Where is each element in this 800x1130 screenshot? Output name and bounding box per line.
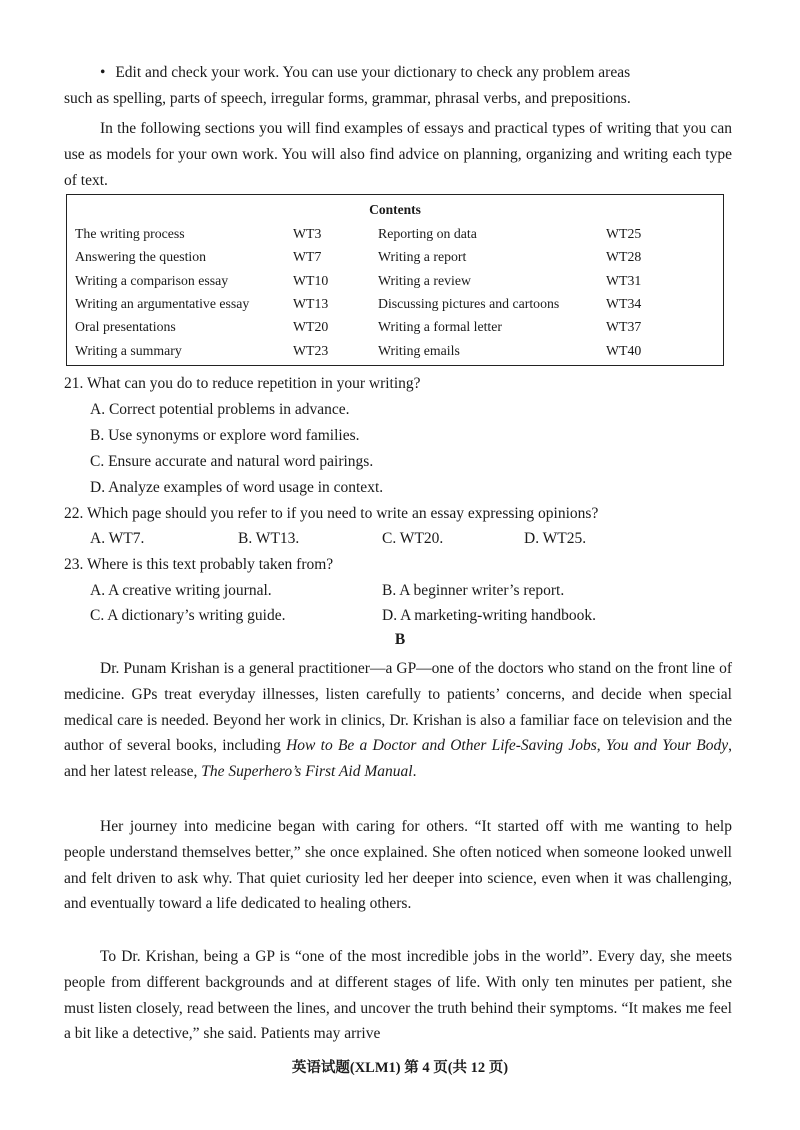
question-21-stem: 21. What can you do to reduce repetition in your writing? [64,375,421,392]
contents-right-page: WT40 [606,343,642,358]
contents-row [67,319,723,342]
question-22-stem: 22. Which page should you refer to if you need to write an essay expressing opinions? [64,505,599,522]
question-22-option-c[interactable]: C. WT20. [382,530,444,547]
intro-bullet-line [100,64,630,82]
section-b-heading: B [394,631,406,648]
contents-right-item: Reporting on data [378,226,477,241]
contents-left-item: Writing a comparison essay [75,273,229,288]
question-21-option-c[interactable]: C. Ensure accurate and natural word pairings. [90,453,374,470]
contents-right-item: Writing a review [378,273,471,288]
contents-right-page: WT31 [606,273,642,288]
contents-row [67,226,723,249]
intro-line-2: such as spelling, parts of speech, irregular forms, grammar, phrasal verbs, and prepositions. [64,90,631,107]
contents-right-page: WT25 [606,226,642,241]
contents-left-page: WT10 [293,273,329,288]
section-b-paragraph-1 [64,656,732,785]
contents-row [67,273,723,296]
question-21-option-b[interactable]: B. Use synonyms or explore word families. [90,427,360,444]
contents-row [67,249,723,272]
contents-right-page: WT37 [606,319,642,334]
contents-left-page: WT13 [293,296,329,311]
contents-left-item: Oral presentations [75,319,176,334]
intro-line-1: Edit and check your work. You can use your dictionary to check any problem areas [115,64,631,81]
book-title-2: You and Your Body [605,737,729,755]
contents-left-page: WT7 [293,249,322,264]
separator-2: , and her latest release, [64,737,733,781]
question-23-option-d[interactable]: D. A marketing-writing handbook. [382,607,596,624]
paragraph-1-end: . [412,763,417,781]
contents-row [67,343,723,366]
contents-row [67,296,723,319]
question-22-option-b[interactable]: B. WT13. [238,530,300,547]
book-title-3: The Superhero’s First Aid Manual [201,763,413,781]
separator-1: , [596,737,606,755]
question-23-option-b[interactable]: B. A beginner writer’s report. [382,582,565,599]
section-b-paragraph-2: Her journey into medicine began with caring for others. “It started off with me wanting to help people understand themselves better,” she once explained. She often noticed when someone looked unwell and felt driven to ask why. That quiet curiosity led her deeper into science, even when it was challenging, and eventually toward a life dedicated to healing others. [64,818,732,913]
contents-right-page: WT28 [606,249,642,264]
question-23-option-c[interactable]: C. A dictionary’s writing guide. [90,607,286,624]
contents-title: Contents [369,202,421,217]
question-22-option-a[interactable]: A. WT7. [90,530,145,547]
book-title-1: How to Be a Doctor and Other Life-Saving Jobs [286,737,597,755]
intro-paragraph: In the following sections you will find examples of essays and practical types of writing that you can use as models for your own work. You will also find advice on planning, organizing and writing each type of text. [64,120,732,189]
contents-left-item: Writing a summary [75,343,182,358]
contents-right-item: Writing a formal letter [378,319,502,334]
paragraph-1-text: Dr. Punam Krishan is a general practitioner—a GP—one of the doctors who stand on the front line of medicine. GPs treat everyday illnesses, listen carefully to patients’ concerns, and decide when special medical care is needed. Beyond her work in clinics, Dr. Krishan is also a familiar face on television and the author of several books, including [64,660,732,755]
contents-left-item: Writing an argumentative essay [75,296,250,311]
bullet-icon: • [100,64,106,81]
contents-right-page: WT34 [606,296,642,311]
contents-table [66,194,724,366]
question-23-option-a[interactable]: A. A creative writing journal. [90,582,272,599]
question-23-stem: 23. Where is this text probably taken from? [64,556,334,573]
contents-right-item: Discussing pictures and cartoons [378,296,560,311]
question-22-option-d[interactable]: D. WT25. [524,530,587,547]
contents-left-page: WT23 [293,343,329,358]
contents-right-item: Writing emails [378,343,460,358]
contents-left-item: The writing process [75,226,185,241]
question-21-option-a[interactable]: A. Correct potential problems in advance. [90,401,350,418]
contents-left-page: WT20 [293,319,329,334]
section-b-paragraph-3: To Dr. Krishan, being a GP is “one of the most incredible jobs in the world”. Every day, she meets people from different backgrounds and at different stages of life. With only ten minutes per patient, she must listen closely, read between the lines, and uncover the truth behind their symptoms. “It makes me feel a bit like a detective,” she said. Patients may arrive [64,948,732,1043]
question-21-option-d[interactable]: D. Analyze examples of word usage in context. [90,479,384,496]
contents-left-page: WT3 [293,226,322,241]
contents-left-item: Answering the question [75,249,207,264]
page-footer: 英语试题(XLM1) 第 4 页(共 12 页) [291,1060,509,1076]
contents-right-item: Writing a report [378,249,467,264]
